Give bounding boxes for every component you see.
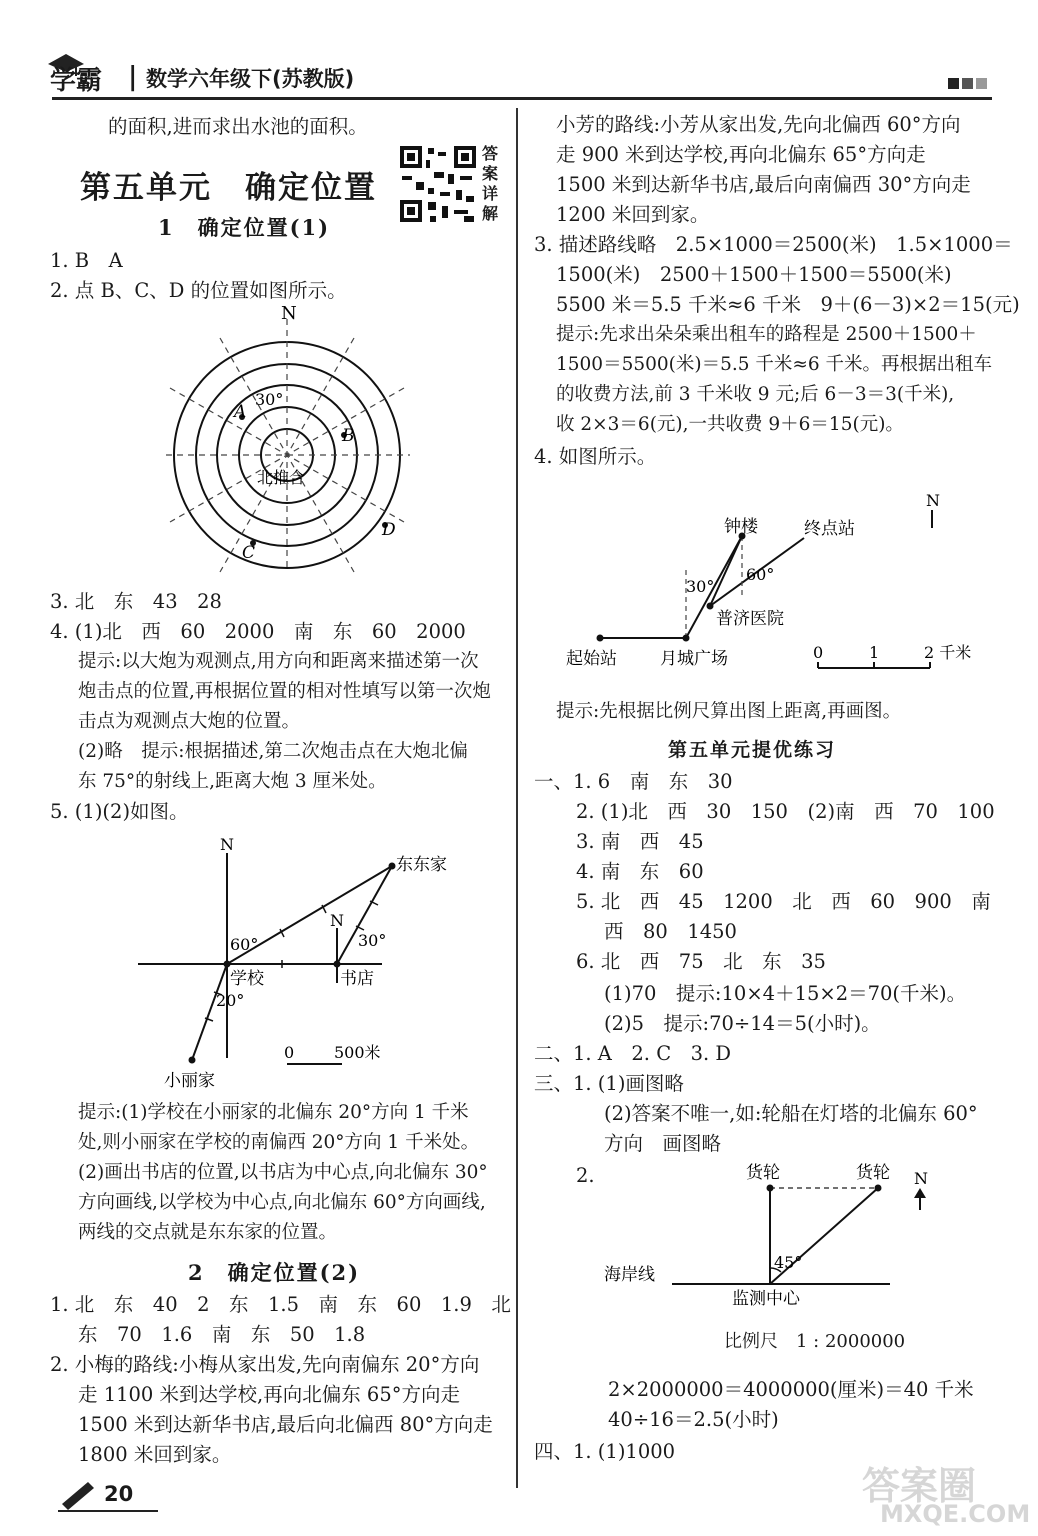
answer-line: 1500 米到达新华书店,最后向北偏西 80°方向走 (78, 1413, 493, 1436)
bookstore-label: 书店 (340, 969, 374, 989)
watermark-logo: 答案圈 (862, 1464, 977, 1508)
pencil-icon (58, 1478, 98, 1508)
hint-line: 两线的交点就是东东家的位置。 (78, 1222, 338, 1243)
hint-line: 1500＝5500(米)＝5.5 千米≈6 千米。再根据出租车 (556, 354, 993, 375)
scale-label: 0 (284, 1043, 295, 1062)
page-header (0, 0, 1038, 100)
header-square-icon (962, 78, 973, 89)
point-d-label: D (382, 520, 396, 540)
route-diagram-school (130, 828, 480, 1093)
angle-label: 45° (774, 1253, 803, 1272)
answer-line: 2×2000000＝4000000(厘米)＝40 千米 (608, 1378, 974, 1401)
north-label: N (220, 835, 234, 854)
answer-line: 1200 米回到家。 (556, 203, 710, 226)
arrow-up-icon (914, 1188, 926, 1198)
point-b-label: B (342, 426, 355, 446)
answer-line: 4. (1)北 西 60 2000 南 东 60 2000 (50, 620, 466, 643)
answer-line: 1500 米到达新华书店,最后向南偏西 30°方向走 (556, 173, 971, 196)
brand-logo: 学霸 (50, 66, 103, 96)
angle-label: 30° (358, 931, 387, 950)
concentric-circles-diagram (160, 305, 420, 575)
page-number: 20 (104, 1482, 134, 1506)
angle-label: 60° (746, 565, 775, 584)
answer-line: 2. (576, 1164, 595, 1187)
answer-line: 1. B A (50, 249, 123, 272)
book-title: 数学六年级下(苏教版) (146, 67, 355, 91)
answer-line: 6. 北 西 75 北 东 35 (576, 950, 826, 973)
answer-line: 40÷16＝2.5(小时) (608, 1408, 779, 1431)
hint-line: (2)略 提示:根据描述,第二次炮击点在大炮北偏 (78, 741, 468, 762)
answer-line: 1500(米) 2500＋1500＋1500＝5500(米) (556, 263, 952, 286)
monitor-center-label: 监测中心 (732, 1289, 800, 1309)
cargo-ship-label: 货轮 (746, 1163, 780, 1183)
north-label: N (281, 303, 297, 324)
scale-text: 比例尺 1 : 2000000 (724, 1331, 906, 1352)
hint-line: 收 2×3＝6(元),一共收费 9＋6＝15(元)。 (556, 414, 904, 435)
xiaoli-home-label: 小丽家 (164, 1071, 215, 1091)
answer-line: 3. 北 东 43 28 (50, 590, 222, 613)
north-label: N (330, 911, 344, 930)
hint-line: 提示:以大炮为观测点,用方向和距离来描述第一次 (78, 651, 479, 672)
answer-line: 5500 米＝5.5 千米≈6 千米 9＋(6－3)×2＝15(元) (556, 293, 1020, 316)
answer-line: 四、1. (1)1000 (534, 1440, 676, 1463)
answer-line: 走 900 米到达学校,再向北偏东 65°方向走 (556, 143, 926, 166)
scale-label: 1 (869, 643, 880, 662)
answer-line: 走 1100 米到达学校,再向北偏东 65°方向走 (78, 1383, 460, 1406)
text-line: 的面积,进而求出水池的面积。 (108, 115, 368, 138)
answer-line: 5. 北 西 45 1200 北 西 60 900 南 (576, 890, 991, 913)
point-a-label: A (234, 402, 247, 422)
angle-label: 20° (216, 991, 245, 1010)
cargo-ship-label: 货轮 (856, 1163, 890, 1183)
north-label: N (926, 491, 940, 510)
hint-line: 方向画线,以学校为中心点,向北偏东 60°方向画线, (78, 1192, 486, 1213)
answer-line: 2. 小梅的路线:小梅从家出发,先向南偏东 20°方向 (50, 1353, 480, 1376)
hint-line: 处,则小丽家在学校的南偏西 20°方向 1 千米处。 (78, 1132, 480, 1153)
answer-line: 方向 画图略 (604, 1132, 722, 1155)
answer-line: 5. (1)(2)如图。 (50, 800, 189, 823)
answer-line: 4. 如图所示。 (534, 445, 657, 468)
hint-line: 提示:先求出朵朵乘出租车的路程是 2500＋1500＋ (556, 324, 977, 345)
qr-label: 答案详解 (482, 144, 499, 223)
hint-line: 东 75°的射线上,距离大炮 3 厘米处。 (78, 771, 387, 792)
column-divider (516, 108, 518, 1488)
school-label: 学校 (230, 969, 264, 989)
start-station-label: 起始站 (566, 649, 617, 669)
section-title: 2 确定位置(2) (188, 1260, 361, 1285)
answer-line: 东 70 1.6 南 东 50 1.8 (78, 1323, 366, 1346)
header-square-icon (948, 78, 959, 89)
answer-line: (2)5 提示:70÷14＝5(小时)。 (604, 1012, 881, 1035)
plaza-label: 月城广场 (660, 649, 728, 669)
north-label: N (914, 1169, 928, 1188)
answer-line: 3. 南 西 45 (576, 830, 704, 853)
section-title: 第五单元提优练习 (668, 739, 837, 761)
answer-line: 三、1. (1)画图略 (534, 1072, 684, 1095)
angle-label: 30° (686, 577, 715, 596)
bell-tower-label: 钟楼 (724, 517, 758, 537)
point-c-label: C (242, 543, 256, 563)
center-label: 北推合 (257, 468, 306, 487)
answer-line: (1)70 提示:10×4＋15×2＝70(千米)。 (604, 982, 967, 1005)
answer-line: 小芳的路线:小芳从家出发,先向北偏西 60°方向 (556, 113, 961, 136)
scale-label: 2 千米 (924, 643, 972, 662)
hint-line: 提示:先根据比例尺算出图上距离,再画图。 (556, 701, 902, 722)
hint-line: 提示:(1)学校在小丽家的北偏东 20°方向 1 千米 (78, 1102, 469, 1123)
answer-line: (2)答案不唯一,如:轮船在灯塔的北偏东 60° (604, 1102, 978, 1125)
answer-line: 一、1. 6 南 东 30 (534, 770, 733, 793)
dongdong-home-label: 东东家 (396, 855, 447, 875)
watermark-url: MXQE.COM (880, 1500, 1031, 1528)
section-title: 1 确定位置(1) (158, 215, 331, 240)
cargo-ship-diagram (600, 1158, 980, 1308)
hint-line: 炮击点的位置,再根据位置的相对性填写以第一次炮 (78, 681, 491, 702)
hint-line: 击点为观测点大炮的位置。 (78, 711, 301, 732)
header-square-icon (976, 78, 987, 89)
qr-code-icon[interactable] (398, 144, 478, 224)
terminal-label: 终点站 (804, 519, 855, 539)
answer-line: 二、1. A 2. C 3. D (534, 1042, 732, 1065)
angle-label: 60° (230, 935, 259, 954)
hint-line: 的收费方法,前 3 千米收 9 元;后 6－3＝3(千米), (556, 384, 955, 405)
answer-line: 2. 点 B、C、D 的位置如图所示。 (50, 279, 347, 302)
answer-line: 西 80 1450 (604, 920, 737, 943)
scale-label: 500米 (334, 1043, 381, 1062)
route-map-diagram (560, 488, 1000, 683)
scale-label: 0 (813, 643, 824, 662)
hospital-label: 普济医院 (716, 609, 784, 629)
brand-separator: | (128, 62, 138, 92)
answer-line: 4. 南 东 60 (576, 860, 704, 883)
angle-label: 30° (255, 390, 284, 409)
answer-line: 3. 描述路线略 2.5×1000＝2500(米) 1.5×1000＝ (534, 233, 1013, 256)
answer-line: 1800 米回到家。 (78, 1443, 232, 1466)
unit-title: 第五单元 确定位置 (80, 170, 377, 206)
header-rule (52, 97, 992, 100)
answer-line: 2. (1)北 西 30 150 (2)南 西 70 100 (576, 800, 995, 823)
hint-line: (2)画出书店的位置,以书店为中心点,向北偏东 30° (78, 1162, 488, 1183)
footer-rule (58, 1510, 158, 1512)
answer-line: 1. 北 东 40 2 东 1.5 南 东 60 1.9 北 (50, 1293, 511, 1316)
coastline-label: 海岸线 (604, 1265, 655, 1285)
